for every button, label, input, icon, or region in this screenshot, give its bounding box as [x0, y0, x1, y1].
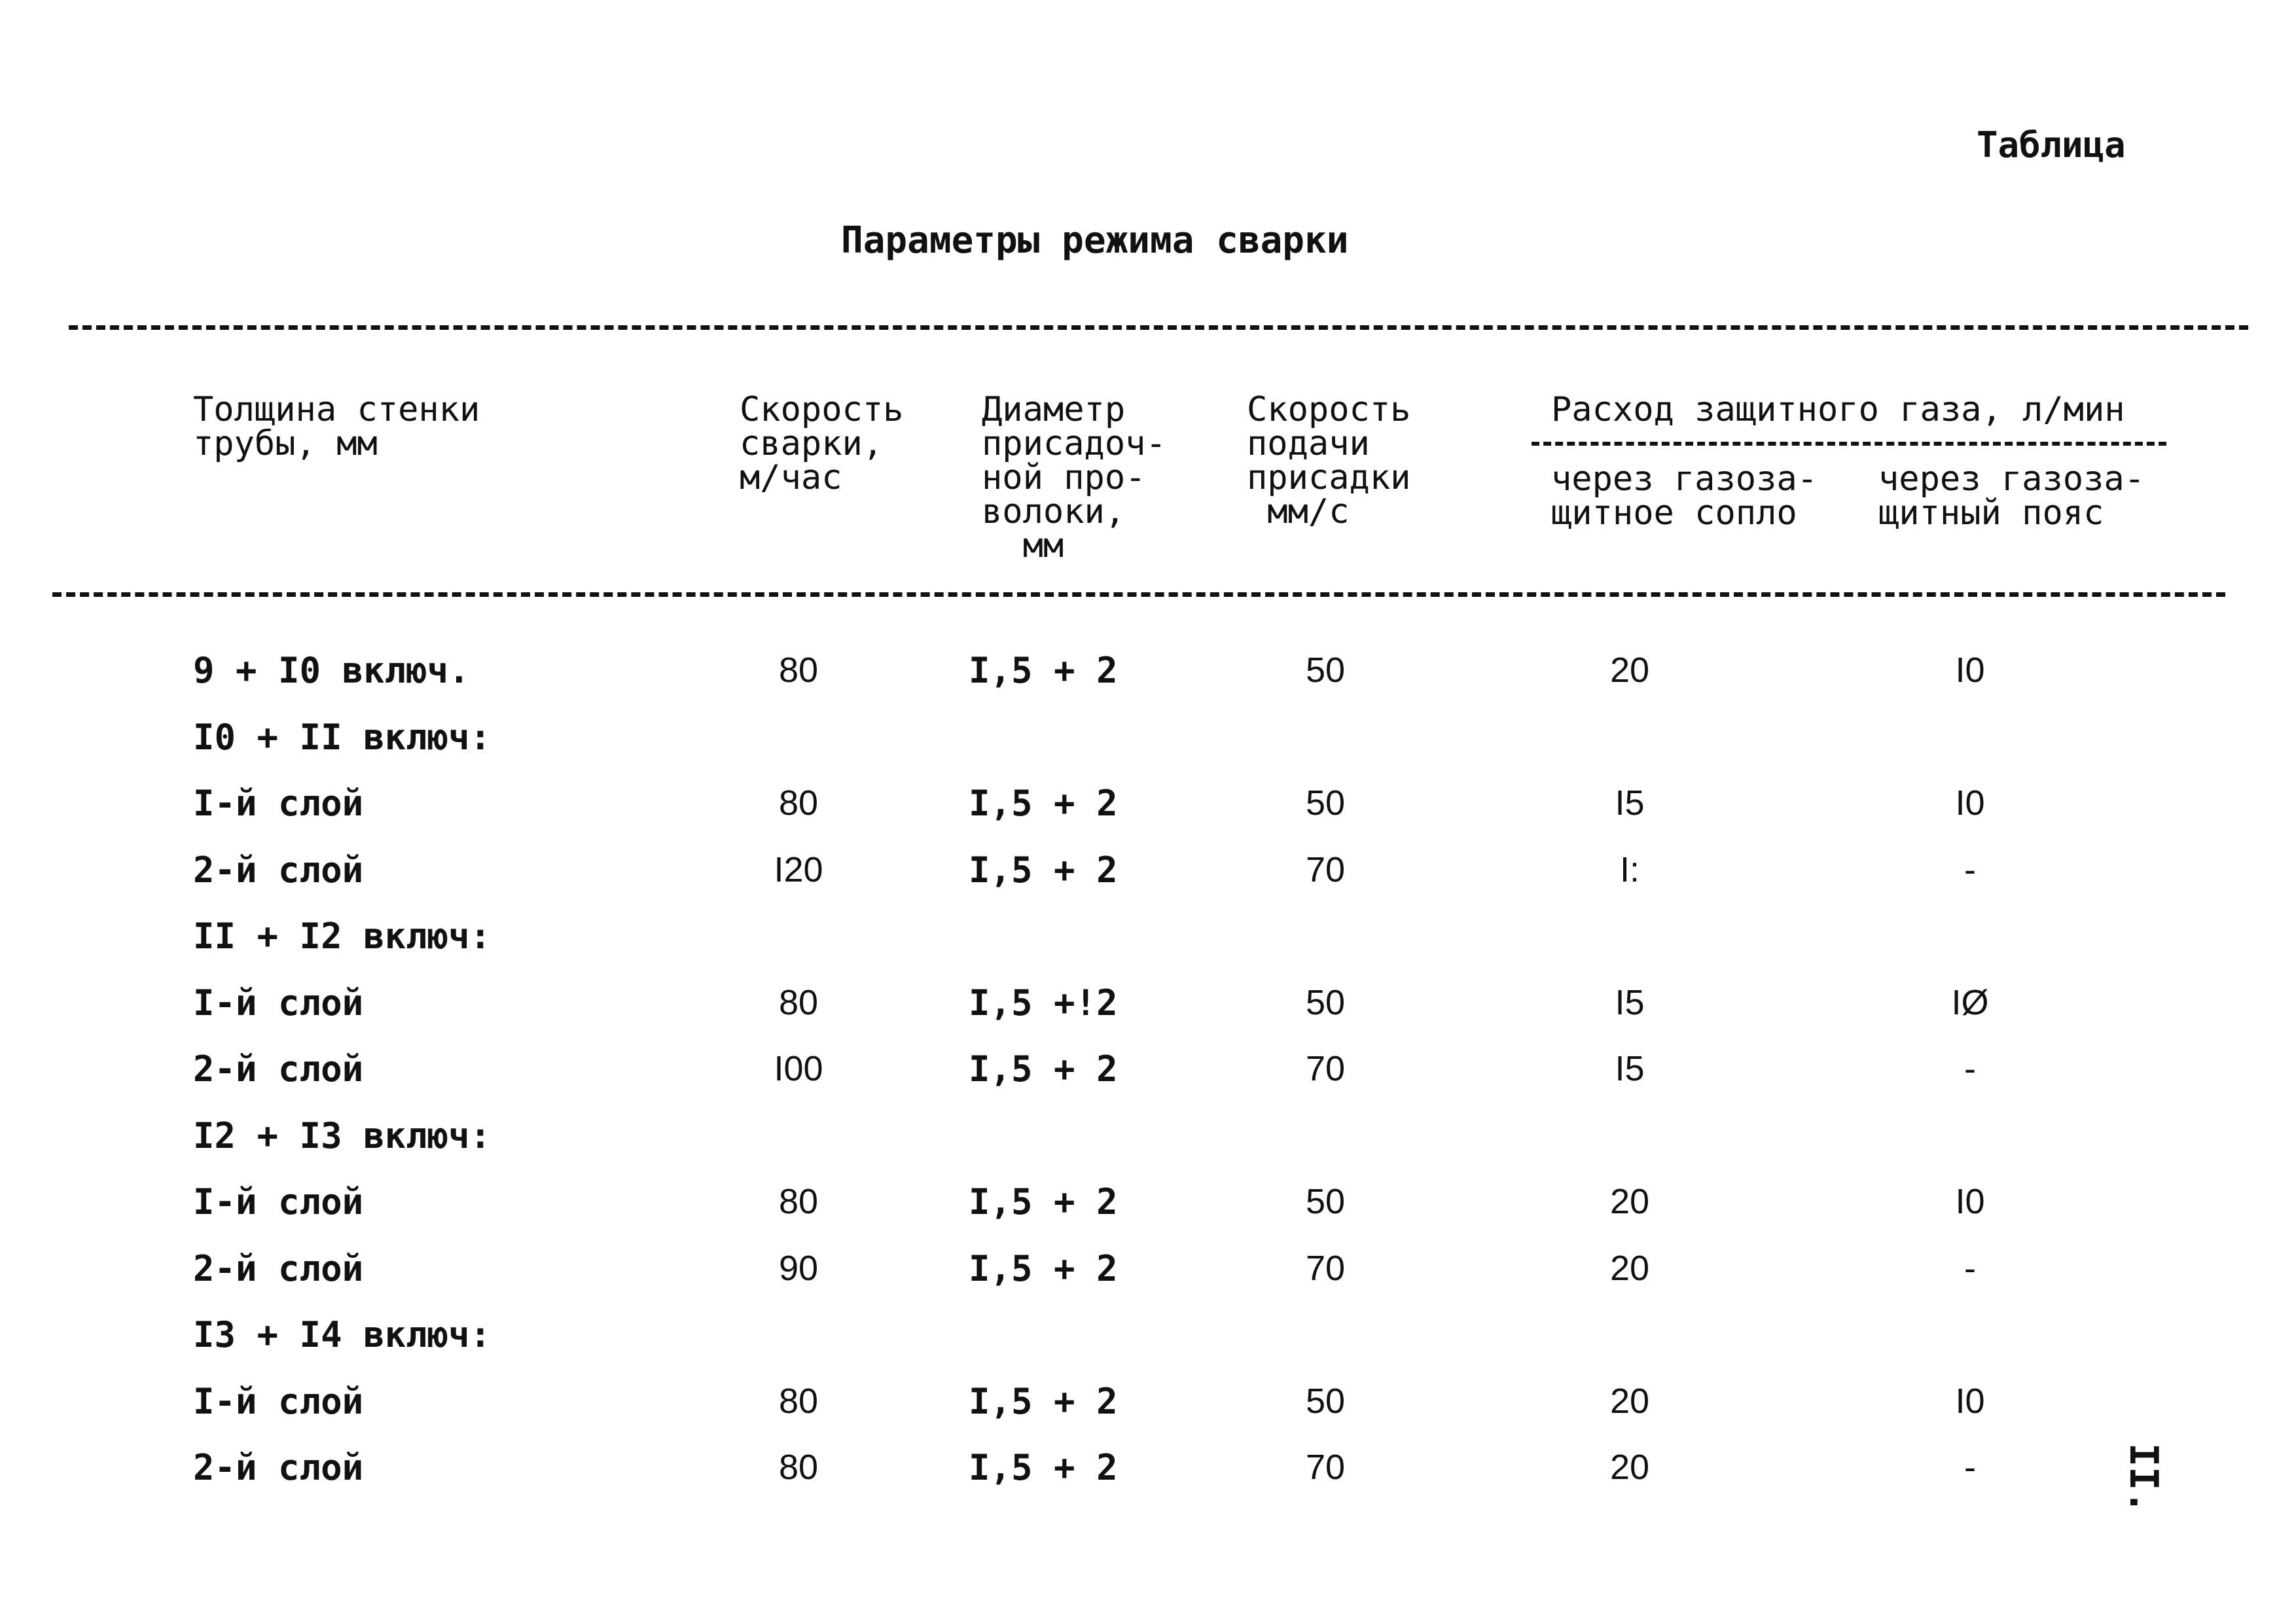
column-header-speed: Скорость сварки, м/час — [740, 390, 904, 497]
cell-belt: I0 — [1955, 1381, 1985, 1421]
cell-nozzle: I5 — [1615, 783, 1645, 823]
column-header-wire-diameter: Диаметр присадоч- ной про- волоки, мм — [982, 390, 1166, 565]
row-label: 2-й слой — [193, 1447, 364, 1488]
column-header-gas-group: Расход защитного газа, л/мин — [1551, 390, 2125, 429]
row-label: I3 + I4 включ: — [193, 1314, 492, 1355]
cell-belt: IØ — [1951, 982, 1989, 1022]
row-label: I0 + II включ: — [193, 716, 492, 758]
cell-feed: 50 — [1305, 982, 1346, 1022]
cell-belt: I0 — [1955, 783, 1985, 823]
cell-diameter: I,5 + 2 — [969, 1447, 1118, 1488]
page-number: II. — [2121, 1443, 2166, 1514]
cell-diameter: I,5 + 2 — [969, 783, 1118, 824]
cell-speed: I20 — [774, 849, 823, 889]
cell-diameter: I,5 + 2 — [969, 650, 1118, 691]
cell-nozzle: I: — [1619, 849, 1640, 889]
cell-feed: 50 — [1305, 1381, 1346, 1421]
cell-belt: I0 — [1955, 1182, 1985, 1221]
row-label: I-й слой — [193, 1380, 364, 1422]
cell-speed: 80 — [778, 1381, 819, 1421]
cell-diameter: I,5 + 2 — [969, 849, 1118, 891]
cell-belt: I0 — [1955, 651, 1985, 690]
row-label: 2-й слой — [193, 1247, 364, 1289]
row-label: I-й слой — [193, 1181, 364, 1222]
cell-feed: 70 — [1305, 1049, 1346, 1088]
cell-feed: 50 — [1305, 651, 1346, 690]
cell-speed: 80 — [778, 982, 819, 1022]
cell-nozzle: I5 — [1615, 982, 1645, 1022]
cell-nozzle: 20 — [1609, 1248, 1650, 1288]
cell-feed: 70 — [1305, 1448, 1346, 1487]
table-top-rule — [69, 325, 2248, 330]
cell-speed: 80 — [778, 651, 819, 690]
cell-diameter: I,5 + 2 — [969, 1380, 1118, 1422]
cell-nozzle: 20 — [1609, 1182, 1650, 1221]
column-header-thickness: Толщина стенки трубы, мм — [193, 390, 480, 463]
cell-nozzle: 20 — [1609, 651, 1650, 690]
cell-diameter: I,5 + 2 — [969, 1181, 1118, 1222]
cell-nozzle: 20 — [1609, 1381, 1650, 1421]
page-title: Параметры режима сварки — [841, 219, 1349, 262]
cell-speed: 90 — [778, 1248, 819, 1288]
gas-group-rule — [1532, 442, 2166, 446]
cell-feed: 50 — [1305, 1182, 1346, 1221]
row-label: I-й слой — [193, 982, 364, 1024]
cell-belt: - — [1964, 849, 1976, 889]
cell-speed: 80 — [778, 783, 819, 823]
cell-speed: 80 — [778, 1448, 819, 1487]
table-label: Таблица — [1977, 124, 2126, 166]
cell-feed: 50 — [1305, 783, 1346, 823]
cell-feed: 70 — [1305, 849, 1346, 889]
cell-belt: - — [1964, 1049, 1976, 1088]
cell-diameter: I,5 + 2 — [969, 1247, 1118, 1289]
column-header-gas-belt: через газоза- щитный пояс — [1878, 459, 2145, 533]
cell-nozzle: 20 — [1609, 1448, 1650, 1487]
row-label: 2-й слой — [193, 849, 364, 891]
cell-belt: - — [1964, 1248, 1976, 1288]
row-label: I2 + I3 включ: — [193, 1115, 492, 1156]
cell-diameter: I,5 + 2 — [969, 1048, 1118, 1090]
row-label: 9 + I0 включ. — [193, 650, 470, 691]
cell-diameter: I,5 +!2 — [969, 982, 1118, 1024]
column-header-feed-speed: Скорость подачи присадки мм/с — [1247, 390, 1411, 531]
cell-speed: 80 — [778, 1182, 819, 1221]
column-header-gas-nozzle: через газоза- щитное сопло — [1551, 459, 1818, 533]
row-label: II + I2 включ: — [193, 916, 492, 957]
table-header-rule — [52, 592, 2225, 597]
cell-nozzle: I5 — [1615, 1049, 1645, 1088]
cell-feed: 70 — [1305, 1248, 1346, 1288]
row-label: 2-й слой — [193, 1048, 364, 1090]
row-label: I-й слой — [193, 783, 364, 824]
cell-speed: I00 — [774, 1049, 823, 1088]
cell-belt: - — [1964, 1448, 1976, 1487]
